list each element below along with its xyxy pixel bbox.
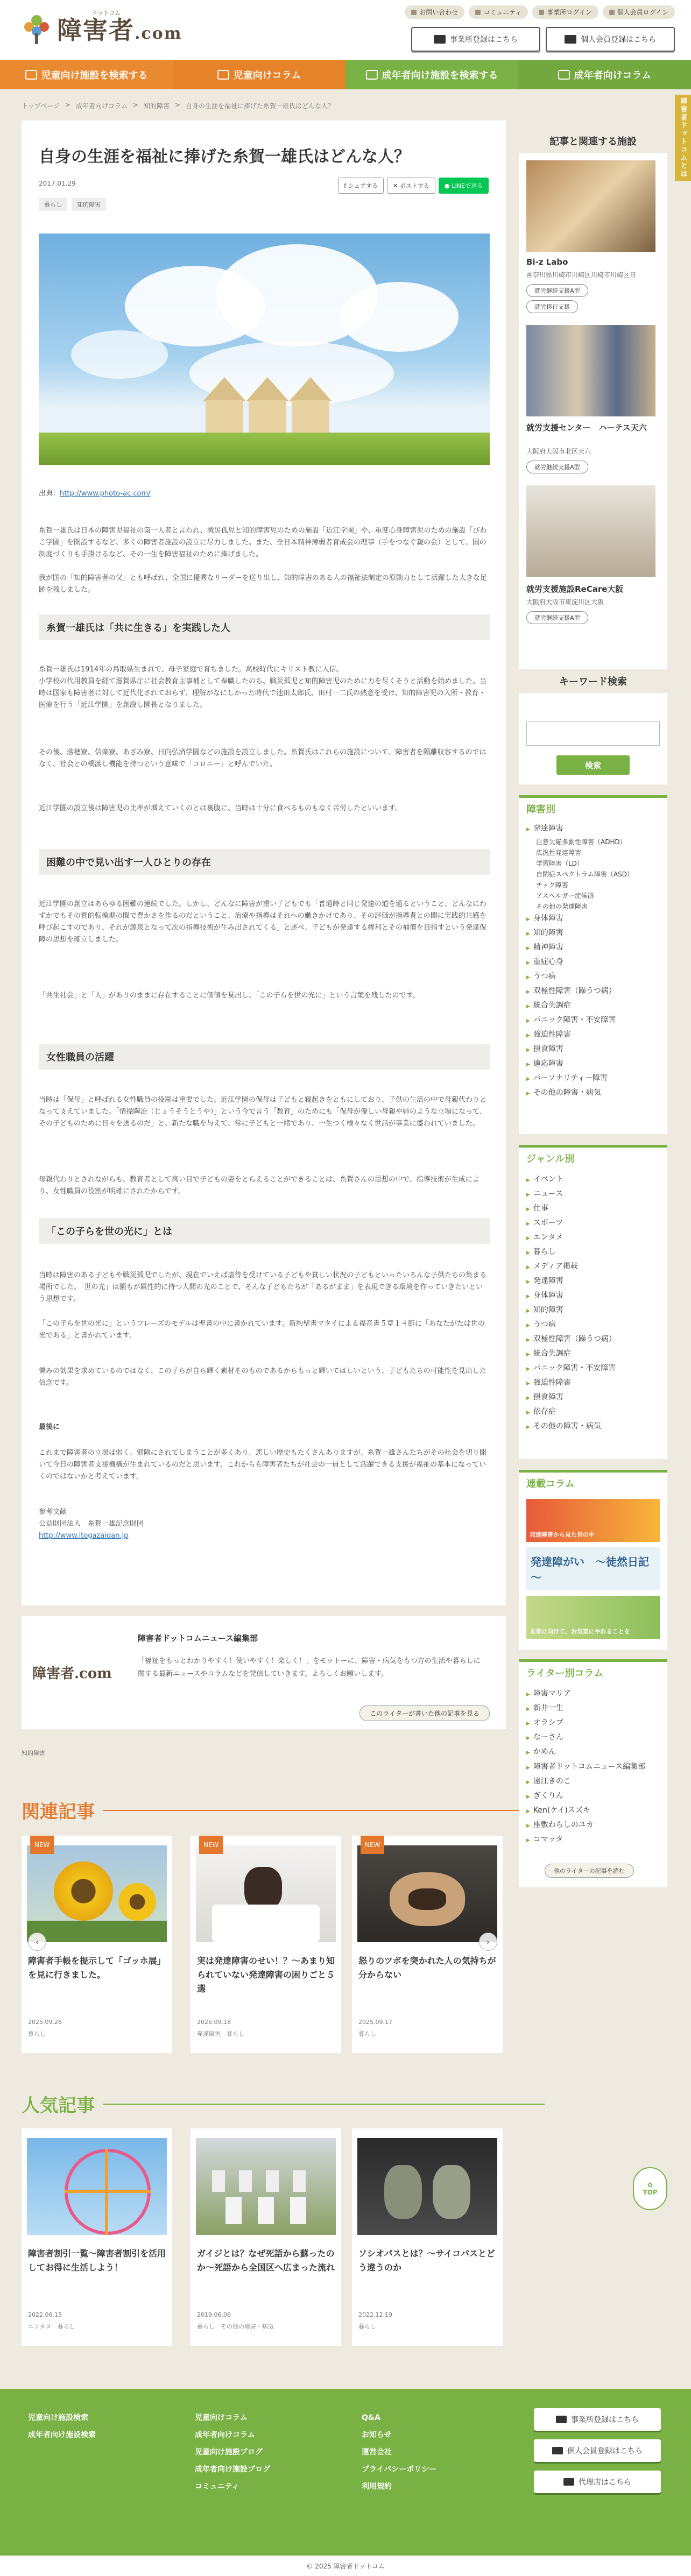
list-item[interactable]: ▶ 仕事 [526,1202,660,1216]
facility-name[interactable]: 就労支援センター ハーテス天六 [526,423,647,433]
copyright: © 2025 障害者ドットコム [0,2556,691,2576]
paragraph: これまで障害者の立場は弱く、邪険にされてしまうことが多くあり、悲しい歴史もたくさんありますが、糸賀一雄さんたちがその社会を切り開いて今日の障害者支援機構が生まれているのだと思います。これからも障害者たちが社会の一員として活躍できる支援が福祉の基本になっていくのではないかと考えています。 [39,1449,486,1481]
card-category: 暮らし [358,2030,376,2037]
list-item[interactable]: ▶ コマッタ [526,1833,660,1848]
chevron-right-icon: › [486,1936,490,1947]
list-item[interactable]: ▶ 遠江きのこ [526,1775,660,1789]
card-category: 暮らし [358,2323,376,2330]
new-badge: NEW [30,1836,54,1854]
paragraph: 近江学園の設立後は障害児の比率が増えていくのとは裏腹に、当時は十分に食べるものもなく苦労したといいます。 [39,804,402,812]
footer-member-register-button[interactable]: 個人会員登録はこちら [534,2439,661,2462]
x-icon: ✕ [392,182,398,189]
section-heading: 困難の中で見い出す一人ひとりの存在 [39,849,490,875]
list-item[interactable]: ▶ 暮らし [526,1245,660,1260]
card-date: 2022.12.19 [358,2311,392,2318]
closing-heading: 最後に [39,1423,60,1431]
card-title: ソシオパスとは？〜サイコパスとどう違うのか [358,2248,495,2273]
card-category: 暮らし その他の障害・病気 [197,2323,274,2330]
source-link[interactable]: http://www.photo-ac.com/ [60,490,151,498]
card-date: 2019.06.06 [197,2311,231,2318]
writer-description: 「福祉をもっとわかりやすく！使いやすく！楽しく！」をモットーに、障害・病気をもつ方の生活や暮らしに関する最新ニュースやコラムなどを発信していきます。よろしくお願いします。 [138,1657,481,1678]
list-item[interactable]: ▶ うつ病 [526,970,660,985]
person-icon [565,35,576,44]
breadcrumb-adult-column[interactable]: 成年者向けコラム [75,102,128,110]
writer-name: 障害者ドットコムニュース編集部 [138,1633,258,1643]
reference-link[interactable]: http://www.itogazaidan.jp [39,1532,129,1540]
footer-link[interactable]: 児童向け施設ブログ [195,2448,263,2457]
card-category: 暮らし [28,2030,46,2037]
list-item[interactable]: ▶ 知的障害 [526,926,660,941]
breadcrumb-current: 自身の生涯を福祉に捧げた糸賀一雄氏はどんな人？ [186,102,335,110]
disability-heading: 障害別 [519,795,667,819]
tag-link[interactable]: 暮らし [39,198,67,211]
carousel-next-button[interactable] [479,1933,497,1951]
list-item[interactable]: ▶ 精神障害 [526,941,660,956]
related-card[interactable] [191,1836,341,2053]
card-title: ガイジとは？なぜ死語から蘇ったのか〜死語から全国区へ広まった流れ [197,2248,335,2273]
facility-image[interactable] [526,160,655,252]
section-heading: 女性職員の活躍 [39,1044,490,1070]
list-item[interactable]: 学習障害（LD） [536,860,583,867]
list-item[interactable]: ▶ メディア掲載 [526,1260,660,1275]
service-pill[interactable]: 就労継続支援A型 [526,284,588,297]
list-item[interactable]: ▶ 重症心身 [526,956,660,970]
list-item[interactable]: ▶ 強迫性障害 [526,1028,660,1043]
footer-link[interactable]: 利用規約 [362,2482,392,2491]
list-item[interactable]: ▶ スポーツ [526,1216,660,1231]
list-item[interactable]: ▶ なーさん [526,1731,660,1745]
disability-list [519,819,667,1134]
footer-agency-button[interactable]: 代理店はこちら [534,2471,661,2493]
footer-link[interactable]: Q&A [362,2414,380,2422]
list-item[interactable]: ▶ Ken(ケイ)スズキ [526,1804,660,1818]
genre-links [526,1173,660,1434]
line-share-button[interactable]: ● LINEで送る [439,178,489,194]
breadcrumb-category[interactable]: 知的障害 [143,102,170,110]
new-badge: NEW [199,1836,223,1854]
keyword-search-heading: キーワード検索 [519,669,667,693]
list-item[interactable]: ▶ 障害者ドットコムニュース編集部 [526,1760,660,1775]
card-title: 障害者手帳を提示して「ゴッホ展」を見に行きました。 [28,1956,166,1980]
user-icon [609,10,615,15]
writer-more-button[interactable]: このライターが書いた他の記事を見る [359,1705,490,1721]
other-writers-button[interactable]: 他のライターの記事を読む [545,1864,634,1878]
tag-link[interactable]: 知的障害 [72,198,106,211]
service-pill[interactable]: 就労継続支援A型 [526,461,588,473]
list-item[interactable]: ▶ パニック障害・不安障害 [526,1362,660,1376]
serial-banners [519,1494,667,1650]
facility-name[interactable]: Bi-z Labo [526,257,568,267]
list-item[interactable]: ▶ 摂食障害 [526,1391,660,1405]
card-image [357,1845,497,1942]
back-to-top-button[interactable]: ✿ TOP [633,2167,667,2210]
writer-logo: 障害者.com [32,1666,112,1682]
card-image [196,1845,336,1942]
serial-banner[interactable]: 発達障がい ～徒然日記～ [526,1547,660,1590]
facebook-icon: f [344,182,347,189]
paragraph: その後、落穂寮、信楽寮、あざみ寮、日向弘済学園などの施設を設立しました。糸賀氏はこれらの施設について、障害者を隔離収容するのではなく、社会との橋渡し機能を持つという意味で「コロニー」と呼んでいた。 [39,748,486,768]
facility-register-button[interactable]: 事業所登録はこちら [411,27,540,52]
related-heading: 関連記事 [22,1797,545,1823]
building-icon [556,2416,567,2423]
column-icon [217,70,229,80]
footer-col-search [28,2409,96,2444]
list-item[interactable]: チック障害 [536,881,568,889]
card-image [27,2138,167,2235]
list-item[interactable]: ▶ オラシブ [526,1716,660,1731]
nav-adult-facility-search[interactable]: 成年者向け施設を検索する [346,60,518,89]
card-title: 障害者割引一覧〜障害者割引を活用してお得に生活しよう！ [28,2248,166,2273]
tree-logo-icon [22,12,52,45]
column-icon [558,70,570,80]
carousel-prev-button[interactable] [28,1933,46,1951]
list-item[interactable]: ▶ 摂食障害 [526,1043,660,1057]
site-header [0,0,691,60]
list-item[interactable]: ▶ パーソナリティー障害 [526,1072,660,1086]
footer-link[interactable]: コミュニティ [195,2482,239,2491]
service-pill[interactable]: 就労移行支援 [526,300,578,313]
facebook-share-button[interactable]: f シェアする [338,178,384,194]
logo-subtitle: ドットコム [91,10,121,17]
list-item[interactable]: 広汎性発達障害 [536,849,582,857]
serial-banner[interactable]: 発達障害から見た世の中 [526,1499,660,1542]
card-date: 2025.09.18 [197,2019,231,2026]
x-share-button[interactable]: ✕ ポストする [387,178,435,194]
paragraph: 当時は「保母」と呼ばれる女性職員の役割は重要でした。近江学園の保母は子どもと寝起きをともにしており、子供の生活の中で母親代わりとなって支えていました。「情操陶冶（じょうそうとうや）」という今で言う「教育」のためにも「保母が優しい母親や姉のような立場になって、その子どものために日々を送るのだ」と、新たな職を与えて、常に子どもと一緒であり、一生つく様々なく世話が事業に盛われていました。 [39,1096,487,1128]
list-item[interactable]: ▶ 双極性障害（躁うつ病） [526,985,660,999]
footer-link[interactable]: 児童向け施設検索 [28,2414,88,2422]
list-item[interactable]: ▶ パニック障害・不安障害 [526,1014,660,1028]
paragraph: 母親代わりとされながらも、教育者として高い目で子どもの姿をとらえることができることは、糸賀さんの思想の中で、指導技術が生成により、女性職員の役割が明確にされたからです。 [39,1176,480,1195]
list-item[interactable]: ▶ 依存症 [526,1405,660,1420]
community-icon [475,10,481,15]
chevron-left-icon: ‹ [35,1936,39,1947]
list-item[interactable]: ▶ 知的障害 [526,1304,660,1318]
keyword-search-box [519,693,667,784]
list-item[interactable]: ▶ 発達障害 [526,822,660,837]
about-side-tab[interactable]: 障害者ドットコムとは [675,95,691,181]
list-item[interactable]: その他の発達障害 [536,903,588,910]
search-icon [25,70,37,80]
paragraph: 糸賀一雄氏は日本の障害児福祉の第一人者と言われ、戦災孤児と知的障害児のための施設「近江学園」や、重度心身障害児のための施設「びわこ学園」を開設するなど、多くの障害者施設の設立に尽力しました。また、全日本精神薄弱者育成会の理事（手をつなぐ親の会）として、国の制度づくりも手掛けるなど、その一生を障害福祉のために捧げました。 [39,527,487,558]
paragraph: 当時は障害のある子どもや戦災孤児でしたが、現在でいえば虐待を受けている子どもや貧しい状況の子どもといったいろんな子供たちの集まる場所でした。「世の光」は園もが属性的に持つ人間の光のことで、そんな子どもたちが「あるがまま」を表現できる環境を作っていきたいという思想です。 [39,1271,487,1303]
card-date: 2025.09.17 [358,2019,392,2026]
footer-link[interactable]: プライバシーポリシー [362,2465,437,2474]
list-item[interactable]: ▶ ニュース [526,1187,660,1202]
list-item[interactable]: ▶ イベント [526,1173,660,1187]
logo-text: 障害者.com [57,16,182,45]
sidebar-facilities-heading: 記事と関連する施設 [519,129,667,153]
card-image [196,2138,336,2235]
popular-heading: 人気記事 [22,2091,545,2117]
card-date: 2022.06.15 [28,2311,62,2318]
facility-name[interactable]: 就労支援施設ReCare大阪 [526,584,624,594]
paragraph: 「この子らを世の光に」というフレーズのモデルは聖書の中に書かれています。新約聖書マタイによる福音書５章１４節に「あなたがたは世の光である」と書かれています。 [39,1320,485,1340]
list-item[interactable]: 自閉症スペクトラム障害（ASD） [536,871,633,878]
writer-list [519,1683,667,1887]
image-source: 出典：http://www.photo-ac.com/ [39,490,151,498]
paragraph: 憐みの効果を求めているのではなく、この子らが自ら輝く素材そのものであるからもっと輝いてはしいという、子どもたちの可能性を見出した信念です。 [39,1367,486,1387]
list-item[interactable]: ▶ 適応障害 [526,1057,660,1072]
main-nav [0,60,691,89]
person-icon [552,2447,563,2454]
article-tags [39,198,106,211]
page-title: 自身の生涯を福祉に捧げた糸賀一雄氏はどんな人？ [39,147,410,166]
list-item[interactable]: ▶ ぎくりん [526,1789,660,1804]
card-category: 発達障害 暮らし [197,2030,244,2037]
service-pill[interactable]: 就労継続支援A型 [526,611,588,624]
card-image [27,1845,167,1942]
list-item[interactable]: ▶ うつ病 [526,1318,660,1333]
writer-box [22,1616,506,1729]
nav-adult-column[interactable]: 成年者向けコラム [518,60,691,89]
list-item[interactable]: ▶ その他の障害・病気 [526,1086,660,1101]
paragraph: 「共生社会」と「人」がありのままに存在することに価値を見出し、「この子らを世の光に」という言葉を残したのです。 [39,992,420,1000]
list-item[interactable]: アスペルガー症候群 [536,892,594,900]
card-title: 実は発達障害のせい！？〜あまり知られていない発達障害の困りごと５選 [197,1956,335,1994]
card-category: エンタメ 暮らし [28,2323,75,2330]
breadcrumb-home[interactable]: トップページ [22,102,60,110]
footer-facility-register-button[interactable]: 事業所登録はこちら [534,2408,661,2431]
line-icon: ● [444,182,450,189]
breadcrumb: トップページ > 成年者向けコラム > 知的障害 > 自身の生涯を福祉に捧げた糸賀一雄氏はどんな人？ [22,101,335,110]
article-date: 2017.01.29 [39,180,76,187]
new-badge: NEW [361,1836,384,1854]
list-item[interactable]: ▶ 障害マリア [526,1687,660,1702]
writer-column-heading: ライター別コラム [519,1659,667,1683]
serial-column-heading: 連載コラム [519,1470,667,1494]
facility-login-link[interactable]: 事業所ログイン [532,5,598,19]
card-image [357,2138,497,2235]
contact-link[interactable]: お問い合わせ [405,5,464,19]
section-heading: 糸賀一雄氏は「共に生きる」を実践した人 [39,614,490,640]
paragraph: 小学校の代用教員を経て滋賀県庁に社会教育主事補として奉職したのち、戦災孤児と知的障害児のために力を尽くそうと活動を始めました。当時は国家も障害者に対して近代化されておらず、理解がなにしかった時代で池田太郎氏、田村一二氏の熱意を受け、知的障害児の入所・教育・医療を行う「近江学園」を創設し園長となりました。 [39,677,487,709]
hero-image [39,233,490,465]
list-item[interactable]: ▶ かめん [526,1745,660,1760]
member-register-button[interactable]: 個人会員登録はこちら [546,27,675,52]
section-heading: 「この子らを世の光に」とは [39,1218,490,1244]
list-item[interactable]: ▶ 発達障害 [526,1275,660,1289]
search-icon [366,70,378,80]
category-link[interactable]: 知的障害 [22,1750,45,1757]
paragraph: 糸賀一雄氏は1914年の鳥取県生まれで、母子家庭で育ちました。高校時代にキリスト教に入信。 [39,666,343,674]
popular-card[interactable] [191,2128,341,2346]
nav-child-column[interactable]: 児童向けコラム [173,60,346,89]
disability-links [526,822,660,1101]
member-login-link[interactable]: 個人会員ログイン [603,5,675,19]
list-item[interactable]: ▶ エンタメ [526,1231,660,1245]
serial-banner[interactable]: 未来に向けて、お気楽にやれることを [526,1596,660,1639]
keyword-input[interactable] [526,721,660,746]
genre-list [519,1169,667,1459]
list-item[interactable]: 注意欠陥多動性障害（ADHD） [536,838,626,846]
mail-icon [411,10,417,15]
genre-heading: ジャンル別 [519,1145,667,1169]
facility-image[interactable] [526,325,655,416]
top-links [405,5,675,19]
tree-icon: ✿ [647,2181,653,2189]
search-button[interactable]: 検索 [556,755,630,775]
article [22,121,506,1605]
footer-link[interactable]: お知らせ [362,2431,392,2439]
popular-card[interactable] [22,2128,172,2346]
facility-list [519,153,667,669]
facility-address: 大阪府大阪市東淀川区大阪 [526,598,604,606]
footer-link[interactable]: 児童向けコラム [195,2414,248,2422]
list-item[interactable]: ▶ 身体障害 [526,1289,660,1304]
community-link[interactable]: コミュニティ [469,5,528,19]
paragraph: 我が国の「知的障害者の父」とも呼ばれ、全国に優秀なリーダーを送り出し、知的障害のある人の福祉法制定の原動力として活躍した大きな足跡を残しました。 [39,574,487,594]
list-item[interactable]: ▶ 座敷わらしのユカ [526,1818,660,1833]
footer-col-columns [195,2409,270,2495]
footer-link[interactable]: 成年者向け施設ブログ [195,2465,270,2474]
list-item[interactable]: ▶ 統合失調症 [526,1347,660,1362]
popular-card[interactable] [352,2128,503,2346]
list-item[interactable]: ▶ 強迫性障害 [526,1376,660,1391]
references: 参考文献 公益財団法人 糸賀一雄記念財団 http://www.itogazaidan.jp [39,1508,144,1540]
paragraph: 近江学園の創立はあらゆる困難の連続でした。しかし、どんなに障害が重い子どもでも「普通時と同じ発達の道を通るということ、どんなにわずかでもその質的転換期の間で豊かさを作るのだということ、治療や指導はそれへの働きかけであり、その評価が指導者との間に実践的共感を呼び起こすのであり、それが源泉となって次の指導技術が生み出されてくる」と述べ、子どもが発達する権利とその補償を目指すという発達保障の思想を確立しました。 [39,900,487,944]
nav-child-facility-search[interactable]: 児童向け施設を検索する [0,60,173,89]
login-icon [539,10,544,15]
register-buttons [411,27,675,52]
facility-image[interactable] [526,485,655,577]
footer-link[interactable]: 成年者向け施設検索 [28,2431,96,2439]
list-item[interactable]: ▶ 新井一生 [526,1702,660,1716]
list-item[interactable]: ▶ 双極性障害（躁うつ病） [526,1333,660,1347]
card-title: 怒りのツボを突かれた人の気持ちが分からない [358,1956,496,1980]
site-footer [0,2389,691,2556]
facility-address: 大阪府大阪市北区天六 [526,448,591,455]
mail-icon [563,2478,574,2486]
list-item[interactable]: ▶ その他の障害・病気 [526,1420,660,1434]
footer-link[interactable]: 運営会社 [362,2448,392,2457]
list-item[interactable]: ▶ 身体障害 [526,912,660,926]
list-item[interactable]: ▶ 統合失調症 [526,999,660,1014]
building-icon [434,35,446,44]
writer-links [526,1687,660,1848]
facility-address: 神奈川県川崎市川崎区川崎市川崎区日 [526,271,637,279]
footer-link[interactable]: 成年者向けコラム [195,2431,255,2439]
share-buttons [338,178,489,194]
footer-col-info [362,2409,436,2495]
card-date: 2025.09.26 [28,2019,62,2026]
